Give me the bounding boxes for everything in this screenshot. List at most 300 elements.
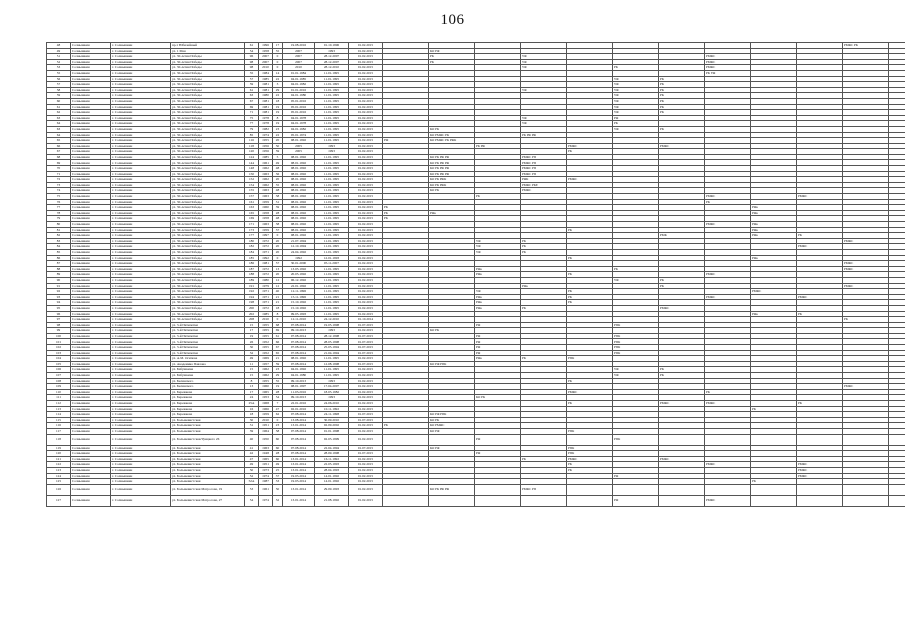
build-year-cell: 1960	[259, 384, 273, 390]
date-registration-cell: 16.11.1992	[315, 456, 349, 462]
work-type-cell: КО РК	[429, 126, 475, 132]
row-number-cell: 62	[47, 110, 71, 116]
street-cell: ул. Белинского	[171, 378, 245, 384]
date-inclusion-cell: 01.02.2015	[349, 456, 383, 462]
work-type-cell	[843, 484, 889, 495]
build-year-cell: 1984	[259, 70, 273, 76]
wear-cell: 20	[273, 272, 283, 278]
row-number-cell: 114	[47, 412, 71, 418]
work-type-cell: РПК	[567, 428, 613, 434]
work-type-cell: РК	[843, 317, 889, 323]
work-type-cell: РФ	[475, 434, 521, 445]
date-inclusion-cell: 01.02.2015	[349, 328, 383, 334]
work-type-cell: УФ	[613, 98, 659, 104]
date-inclusion-cell: 01.02.2015	[349, 87, 383, 93]
city-cell: г. Солнышкин	[111, 456, 171, 462]
date-registration-cell: 11.01.1995	[315, 300, 349, 306]
street-cell: ул. 30-летия Победы	[171, 171, 245, 177]
wear-cell: 49	[273, 160, 283, 166]
row-number-cell: 64	[47, 121, 71, 127]
date-inspection-cell: 2010	[283, 65, 315, 71]
street-cell: ул. 30-летия Победы	[171, 166, 245, 172]
locality-cell: Солнышкин	[71, 434, 111, 445]
wear-cell: 0	[273, 417, 283, 423]
wear-cell: 0	[273, 255, 283, 261]
street-cell: ул. Большевистская	[171, 479, 245, 485]
date-registration-cell: 12.08.1998	[315, 361, 349, 367]
date-inspection-cell: 09.10.2013	[283, 395, 315, 401]
work-type-cell: РМФС	[843, 261, 889, 267]
row-number-cell: 60	[47, 98, 71, 104]
date-registration-cell: 11.01.1995	[315, 188, 349, 194]
work-type-cell: КО РК	[475, 395, 521, 401]
build-year-cell: 1955	[259, 345, 273, 351]
build-year-cell: 1962	[259, 166, 273, 172]
locality-cell: Солнышкин	[71, 132, 111, 138]
city-cell: г. Солнышкин	[111, 110, 171, 116]
wear-cell: 48	[273, 188, 283, 194]
row-number-cell: 58	[47, 87, 71, 93]
locality-cell: Солнышкин	[71, 417, 111, 423]
house-number-cell: 154	[245, 182, 259, 188]
date-registration-cell: 28.12.2007	[315, 59, 349, 65]
house-number-cell: 187	[245, 266, 259, 272]
house-number-cell: 54	[245, 48, 259, 54]
date-inspection-cell: 19.03.2014	[283, 479, 315, 485]
work-type-cell: КО РК	[429, 417, 475, 423]
work-type-cell: РК	[521, 305, 567, 311]
date-inclusion-cell: 01.02.2015	[349, 300, 383, 306]
date-registration-cell: 28.05.1998	[315, 339, 349, 345]
work-type-cell: РМФС	[705, 495, 751, 506]
wear-cell: 20	[273, 249, 283, 255]
house-number-cell: 184	[245, 249, 259, 255]
street-cell: ул. Большевистская	[171, 451, 245, 457]
work-type-cell: РФ	[475, 345, 521, 351]
street-cell: ул. А.М. Осипова	[171, 356, 245, 362]
locality-cell: Солнышкин	[71, 171, 111, 177]
wear-cell: 59	[273, 361, 283, 367]
date-inclusion-cell: 01.02.2015	[349, 283, 383, 289]
row-number-cell: 82	[47, 233, 71, 239]
date-inspection-cell: 15.10.1992	[283, 305, 315, 311]
work-type-cell: РМФС	[843, 283, 889, 289]
work-type-cell: РМФС РП	[521, 171, 567, 177]
street-cell: ул. 30-летия Победы	[171, 110, 245, 116]
work-type-cell: КО РК РФ РФ	[429, 154, 475, 160]
build-year-cell: 1955	[259, 333, 273, 339]
work-type-cell	[383, 434, 429, 445]
locality-cell: Солнышкин	[71, 272, 111, 278]
work-type-cell: УФ	[613, 373, 659, 379]
house-number-cell: 61	[245, 43, 259, 49]
locality-cell: Солнышкин	[71, 266, 111, 272]
work-type-cell: РМФС	[659, 143, 705, 149]
date-inclusion-cell: 01.02.2015	[349, 110, 383, 116]
build-year-cell: 1965	[259, 389, 273, 395]
work-type-cell	[567, 434, 613, 445]
date-inclusion-cell: 01.02.2015	[349, 384, 383, 390]
work-type-cell: РФк	[475, 266, 521, 272]
table-row	[47, 434, 905, 445]
work-type-cell: РК	[521, 356, 567, 362]
date-registration-cell: 11.01.1995	[315, 76, 349, 82]
locality-cell: Солнышкин	[71, 495, 111, 506]
date-registration-cell: 14.01.1992	[315, 473, 349, 479]
street-cell: ул. 30-летия Победы	[171, 132, 245, 138]
work-type-cell: РФК	[521, 177, 567, 183]
city-cell: г. Солнышкин	[111, 266, 171, 272]
street-cell: ул. 3-й Пятилетки	[171, 322, 245, 328]
row-number-cell: 74	[47, 188, 71, 194]
street-cell: ул. 30-летия Победы	[171, 317, 245, 323]
date-inclusion-cell: 01.02.2015	[349, 115, 383, 121]
wear-cell: 7	[273, 401, 283, 407]
street-cell: ул. 30-летия Победы	[171, 199, 245, 205]
locality-cell: Солнышкин	[71, 115, 111, 121]
locality-cell: Солнышкин	[71, 479, 111, 485]
work-type-cell: РФ	[475, 339, 521, 345]
work-type-cell	[751, 495, 797, 506]
city-cell: г. Солнышкин	[111, 126, 171, 132]
house-number-cell: 49	[245, 356, 259, 362]
date-inspection-cell: 22.01.1992	[283, 283, 315, 289]
work-type-cell: РМФС	[705, 462, 751, 468]
house-number-cell: 116	[245, 138, 259, 144]
work-type-cell: РМФС	[705, 294, 751, 300]
date-registration-cell: 11.01.1995	[315, 289, 349, 295]
house-number-cell: 15	[245, 322, 259, 328]
work-type-cell: РМФС РК	[843, 43, 889, 49]
work-type-cell: РМФС	[567, 177, 613, 183]
row-number-cell: 115	[47, 417, 71, 423]
work-type-cell	[659, 434, 705, 445]
date-registration-cell: 11.01.1995	[315, 227, 349, 233]
wear-cell: 25	[273, 467, 283, 473]
work-type-cell: РК УФ	[705, 70, 751, 76]
date-inspection-cell: 07.08.2014	[283, 322, 315, 328]
date-inspection-cell: 22.01.2016	[283, 401, 315, 407]
locality-cell: Солнышкин	[71, 166, 111, 172]
date-registration-cell: 11.01.1995	[315, 115, 349, 121]
locality-cell: Солнышкин	[71, 277, 111, 283]
locality-cell: Солнышкин	[71, 350, 111, 356]
street-cell: ул. 3-й Пятилетки	[171, 345, 245, 351]
work-type-cell: РК	[659, 373, 705, 379]
date-inspection-cell: 02.01.2016	[283, 406, 315, 412]
date-inclusion-cell: 01.02.2015	[349, 205, 383, 211]
street-cell: ул. 30-летия Победы	[171, 300, 245, 306]
date-inclusion-cell: 01.02.2015	[349, 467, 383, 473]
wear-cell: 12	[273, 277, 283, 283]
work-type-cell: РФк	[751, 233, 797, 239]
work-type-cell: КО РК РФК	[429, 177, 475, 183]
build-year-cell: 1972	[259, 244, 273, 250]
building-registry-table	[46, 42, 905, 507]
street-cell: ул. 30-летия Победы	[171, 177, 245, 183]
work-type-cell: КО РФ РПК	[429, 361, 475, 367]
locality-cell: Солнышкин	[71, 373, 111, 379]
house-number-cell: 47	[245, 456, 259, 462]
wear-cell: 50	[273, 143, 283, 149]
street-cell: ул. 30-летия Победы	[171, 261, 245, 267]
date-inclusion-cell: 01.02.2015	[349, 210, 383, 216]
work-type-cell: РМФС	[521, 188, 567, 194]
work-type-cell	[429, 434, 475, 445]
work-type-cell: УФ	[613, 104, 659, 110]
street-cell: ул. 30-летия Победы	[171, 311, 245, 317]
house-number-cell: 41	[245, 445, 259, 451]
street-cell: ул. 30-летия Победы	[171, 182, 245, 188]
locality-cell: Солнышкин	[71, 333, 111, 339]
city-cell: г. Солнышкин	[111, 356, 171, 362]
locality-cell: Солнышкин	[71, 54, 111, 60]
wear-cell: 50	[273, 484, 283, 495]
build-year-cell: 1971	[259, 300, 273, 306]
date-inspection-cell: 08.01.1992	[283, 154, 315, 160]
date-registration-cell: 02.09.2002	[315, 423, 349, 429]
work-type-cell: РФ	[475, 333, 521, 339]
date-inclusion-cell: 01.02.2015	[349, 255, 383, 261]
date-inclusion-cell: 01.02.2015	[349, 126, 383, 132]
row-number-cell: 92	[47, 289, 71, 295]
date-inspection-cell: 08.01.1992	[283, 182, 315, 188]
date-inclusion-cell: 01.02.2015	[349, 356, 383, 362]
date-inclusion-cell: 01.02.2015	[349, 462, 383, 468]
wear-cell: 18	[273, 305, 283, 311]
city-cell: г. Солнышкин	[111, 43, 171, 49]
work-type-cell: РМФС	[797, 194, 843, 200]
street-cell: ул. 30-летия Победы	[171, 188, 245, 194]
house-number-cell: 50	[245, 467, 259, 473]
row-number-cell: 101	[47, 339, 71, 345]
work-type-cell: РМФС	[659, 305, 705, 311]
city-cell: г. Солнышкин	[111, 389, 171, 395]
build-year-cell: 1952	[259, 350, 273, 356]
locality-cell: Солнышкин	[71, 473, 111, 479]
build-year-cell: 1981	[259, 261, 273, 267]
house-number-cell: 42	[245, 451, 259, 457]
work-type-cell: РФк	[429, 210, 475, 216]
date-registration-cell: 11.01.1995	[315, 177, 349, 183]
street-cell: ул. Академика Павлова	[171, 361, 245, 367]
work-type-cell: РФк	[751, 227, 797, 233]
date-registration-cell: 14.01.1992	[315, 479, 349, 485]
wear-cell: 21	[273, 300, 283, 306]
date-inclusion-cell: 01.07.2015	[349, 333, 383, 339]
date-registration-cell: 11.01.1995	[315, 205, 349, 211]
date-registration-cell: 11.01.1995	[315, 249, 349, 255]
work-type-cell: РПК	[613, 350, 659, 356]
street-cell: ул. 30-летия Победы	[171, 98, 245, 104]
date-inspection-cell: 07.08.2014	[283, 350, 315, 356]
date-inspection-cell: 06.12.1992	[283, 277, 315, 283]
build-year-cell: 1955	[259, 322, 273, 328]
city-cell: г. Солнышкин	[111, 261, 171, 267]
build-year-cell: 1985	[259, 76, 273, 82]
work-type-cell: РК	[383, 423, 429, 429]
date-inspection-cell: 07.08.2014	[283, 412, 315, 418]
row-number-cell: 116	[47, 423, 71, 429]
house-number-cell: 69	[245, 104, 259, 110]
house-number-cell: 191	[245, 283, 259, 289]
date-inclusion-cell: 01.02.2015	[349, 65, 383, 71]
street-cell: ул. 30-летия Победы	[171, 277, 245, 283]
work-type-cell: РМФС	[567, 143, 613, 149]
locality-cell: Солнышкин	[71, 406, 111, 412]
work-type-cell: РМФС	[751, 289, 797, 295]
street-cell: ул. 30-летия Победы	[171, 266, 245, 272]
house-number-cell: 171	[245, 222, 259, 228]
row-number-cell: 112	[47, 401, 71, 407]
street-cell: ул. 30-летия Победы	[171, 115, 245, 121]
build-year-cell: 1960	[259, 205, 273, 211]
house-number-cell: 157	[245, 194, 259, 200]
work-type-cell	[889, 484, 905, 495]
work-type-cell: УФ	[613, 126, 659, 132]
work-type-cell: РФ	[383, 138, 429, 144]
work-type-cell: УФ	[613, 82, 659, 88]
row-number-cell: 108	[47, 378, 71, 384]
date-inclusion-cell: 01.02.2015	[349, 428, 383, 434]
date-inspection-cell: 08.01.1992	[283, 166, 315, 172]
house-number-cell: 15	[245, 367, 259, 373]
work-type-cell: КО РМФС РК РФК	[429, 138, 475, 144]
date-inspection-cell: 11.03.2016	[283, 389, 315, 395]
work-type-cell	[659, 484, 705, 495]
street-cell: ул. Бабушкина	[171, 373, 245, 379]
date-registration-cell: 11.01.1995	[315, 104, 349, 110]
street-cell: ул. 3-й Пятилетки	[171, 333, 245, 339]
street-cell: ул. 30-летия Победы	[171, 70, 245, 76]
build-year-cell: 1959	[259, 412, 273, 418]
work-type-cell: РК	[659, 104, 705, 110]
street-cell: ул. Большевистская	[171, 417, 245, 423]
date-inspection-cell: 12.10.1994	[283, 244, 315, 250]
locality-cell: Солнышкин	[71, 261, 111, 267]
build-year-cell: 1974	[259, 473, 273, 479]
date-inclusion-cell: 01.02.2015	[349, 305, 383, 311]
row-number-cell: 53	[47, 65, 71, 71]
locality-cell: Солнышкин	[71, 210, 111, 216]
build-year-cell: 1950	[259, 434, 273, 445]
date-inspection-cell: 08.01.1992	[283, 194, 315, 200]
row-number-cell: 120	[47, 451, 71, 457]
house-number-cell: 49	[245, 462, 259, 468]
work-type-cell: УФ	[521, 115, 567, 121]
city-cell: г. Солнышкин	[111, 76, 171, 82]
date-inclusion-cell: 01.07.2015	[349, 445, 383, 451]
wear-cell: 66	[273, 339, 283, 345]
wear-cell: 54	[273, 395, 283, 401]
wear-cell: 38	[273, 194, 283, 200]
date-inclusion-cell: 01.02.2015	[349, 48, 383, 54]
row-number-cell: 109	[47, 384, 71, 390]
work-type-cell: РМФС	[659, 401, 705, 407]
work-type-cell: УФ	[521, 59, 567, 65]
work-type-cell: РМФС	[567, 456, 613, 462]
date-inspection-cell: 04.01.1985	[283, 76, 315, 82]
work-type-cell: РФк	[475, 272, 521, 278]
wear-cell: 23	[273, 126, 283, 132]
street-cell: ул. 30-летия Победы	[171, 149, 245, 155]
city-cell: г. Солнышкин	[111, 328, 171, 334]
work-type-cell: УФ	[521, 54, 567, 60]
row-number-cell: 85	[47, 249, 71, 255]
street-cell: ул. Бережкова	[171, 412, 245, 418]
date-registration-cell: 02.03.1999	[315, 434, 349, 445]
house-number-cell: 85	[245, 132, 259, 138]
city-cell: г. Солнышкин	[111, 495, 171, 506]
date-registration-cell: 1993	[315, 48, 349, 54]
house-number-cell: 11	[245, 361, 259, 367]
build-year-cell: 1996	[259, 43, 273, 49]
city-cell: г. Солнышкин	[111, 479, 171, 485]
row-number-cell: 125	[47, 479, 71, 485]
date-inclusion-cell: 01.02.2015	[349, 43, 383, 49]
house-number-cell: 163	[245, 205, 259, 211]
build-year-cell: 1958	[259, 216, 273, 222]
build-year-cell: 1968	[259, 401, 273, 407]
date-inspection-cell: 2007	[283, 54, 315, 60]
date-inclusion-cell: 01.02.2015	[349, 54, 383, 60]
locality-cell: Солнышкин	[71, 294, 111, 300]
street-cell: ул. 30-летия Победы	[171, 249, 245, 255]
work-type-cell: РК	[751, 406, 797, 412]
work-type-cell: КО РК РФ РФ	[429, 166, 475, 172]
street-cell: ул. Большевистская	[171, 467, 245, 473]
work-type-cell: РМФС РП	[521, 160, 567, 166]
city-cell: г. Солнышкин	[111, 412, 171, 418]
work-type-cell: РК	[659, 283, 705, 289]
wear-cell: 55	[273, 378, 283, 384]
build-year-cell: 1956	[259, 149, 273, 155]
work-type-cell: РФк	[475, 300, 521, 306]
city-cell: г. Солнышкин	[111, 445, 171, 451]
street-cell: ул. Большевистская	[171, 473, 245, 479]
wear-cell: 0	[273, 233, 283, 239]
locality-cell: Солнышкин	[71, 289, 111, 295]
row-number-cell: 122	[47, 462, 71, 468]
wear-cell: 35	[273, 182, 283, 188]
row-number-cell: 91	[47, 283, 71, 289]
build-year-cell: 1962	[259, 177, 273, 183]
date-inclusion-cell: 01.10.2014	[349, 317, 383, 323]
wear-cell: 20	[273, 244, 283, 250]
city-cell: г. Солнышкин	[111, 238, 171, 244]
work-type-cell: РК	[659, 82, 705, 88]
date-inclusion-cell: 01.07.2015	[349, 451, 383, 457]
street-cell: ул. 30-летия Победы	[171, 154, 245, 160]
locality-cell: Солнышкин	[71, 339, 111, 345]
build-year-cell: 1972	[259, 305, 273, 311]
row-number-cell: 95	[47, 305, 71, 311]
work-type-cell: РК	[521, 244, 567, 250]
date-registration-cell: 11.01.1995	[315, 70, 349, 76]
build-year-cell: 1962	[259, 182, 273, 188]
locality-cell: Солнышкин	[71, 356, 111, 362]
city-cell: г. Солнышкин	[111, 289, 171, 295]
house-number-cell: 150	[245, 171, 259, 177]
build-year-cell: 1963	[259, 445, 273, 451]
city-cell: г. Солнышкин	[111, 294, 171, 300]
page-number: 106	[440, 12, 465, 28]
date-registration-cell: 1993	[315, 149, 349, 155]
date-inclusion-cell: 01.02.2015	[349, 132, 383, 138]
row-number-cell: 123	[47, 467, 71, 473]
house-number-cell: 208	[245, 317, 259, 323]
house-number-cell: 194	[245, 294, 259, 300]
